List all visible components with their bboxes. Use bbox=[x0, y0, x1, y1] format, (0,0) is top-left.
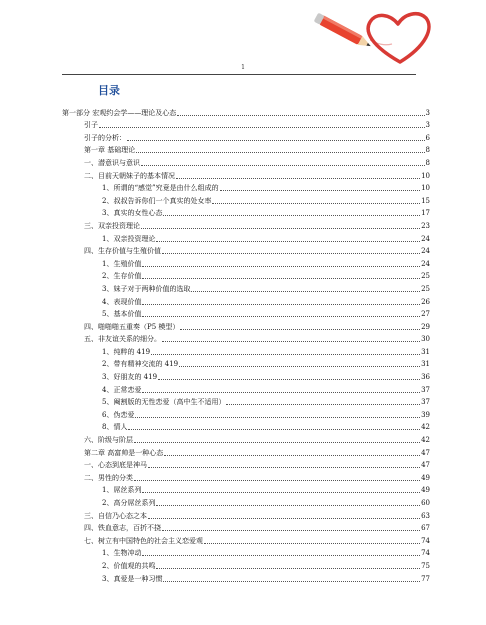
toc-entry-page: 3 bbox=[425, 121, 430, 130]
toc-entry[interactable] bbox=[62, 482, 430, 495]
toc-dot-leader bbox=[142, 555, 420, 556]
toc-entry[interactable] bbox=[62, 129, 430, 142]
toc-entry[interactable] bbox=[62, 532, 430, 545]
toc-entry[interactable] bbox=[62, 255, 430, 268]
toc-entry-page: 6 bbox=[425, 133, 430, 142]
toc-entry-title: 4、正常恋爱 bbox=[102, 385, 142, 394]
toc-entry-title: 1、纯粹的 419 bbox=[102, 347, 151, 356]
toc-entry-page: 17 bbox=[421, 209, 430, 218]
toc-entry-title: 3、真实的女性心态 bbox=[102, 209, 163, 218]
toc-title: 目录 bbox=[98, 84, 120, 97]
toc-entry-page: 29 bbox=[421, 322, 430, 331]
toc-entry-title: 2、高分屌丝系列 bbox=[102, 499, 156, 507]
toc-dot-leader bbox=[142, 278, 420, 279]
toc-dot-leader bbox=[162, 253, 420, 254]
toc-dot-leader bbox=[142, 316, 420, 317]
toc-entry-title: 一、潜意识与意识 bbox=[84, 158, 140, 167]
toc-entry[interactable] bbox=[62, 167, 430, 180]
toc-entry-page: 15 bbox=[421, 196, 430, 205]
toc-dot-leader bbox=[142, 492, 420, 493]
toc-dot-leader bbox=[179, 366, 420, 367]
toc-entry-page: 67 bbox=[421, 524, 430, 533]
toc-dot-leader bbox=[135, 417, 420, 418]
toc-entry[interactable] bbox=[62, 356, 430, 369]
toc-dot-leader bbox=[191, 291, 420, 292]
toc-dot-leader bbox=[220, 190, 420, 191]
toc-entry-title: 三、自信乃心态之本 bbox=[84, 511, 147, 520]
toc-entry[interactable] bbox=[62, 570, 430, 583]
toc-entry-page: 47 bbox=[421, 461, 430, 470]
toc-entry[interactable] bbox=[62, 431, 430, 444]
table-of-contents bbox=[62, 104, 430, 583]
toc-entry-page: 8 bbox=[425, 146, 430, 155]
toc-entry[interactable] bbox=[62, 117, 430, 130]
toc-entry-page: 30 bbox=[421, 335, 430, 344]
toc-entry-title: 1、屌丝系列 bbox=[102, 486, 142, 495]
toc-dot-leader bbox=[212, 203, 420, 204]
toc-entry-title: 5、阉割版的无性恋爱（高中生不适用） bbox=[102, 398, 226, 407]
toc-entry-title: 4、表现价值 bbox=[102, 297, 142, 306]
toc-entry-title: 2、价值观的共鸣 bbox=[102, 561, 156, 570]
toc-dot-leader bbox=[162, 341, 420, 342]
toc-entry-page: 10 bbox=[421, 184, 430, 193]
toc-entry-page: 37 bbox=[421, 398, 430, 407]
toc-dot-leader bbox=[180, 329, 420, 330]
toc-entry-page: 10 bbox=[421, 171, 430, 180]
toc-entry-title: 二、男性的分类 bbox=[84, 473, 133, 482]
toc-entry-page: 42 bbox=[421, 436, 430, 445]
toc-entry-page: 77 bbox=[421, 574, 430, 583]
toc-entry[interactable] bbox=[62, 318, 430, 331]
toc-entry-page: 24 bbox=[421, 234, 430, 243]
toc-entry-page: 60 bbox=[421, 499, 430, 507]
toc-entry-title: 三、双亲投资理论 bbox=[84, 221, 140, 230]
toc-entry-page: 63 bbox=[421, 511, 430, 520]
toc-entry[interactable] bbox=[62, 293, 430, 306]
toc-entry-title: 二、目前天朝妹子的基本情况 bbox=[84, 171, 175, 180]
toc-entry[interactable] bbox=[62, 180, 430, 193]
toc-entry-title: 3、好朋友的 419 bbox=[102, 373, 158, 382]
heart-pencil-logo bbox=[312, 8, 436, 66]
toc-entry-title: 第一章 基础理论 bbox=[84, 146, 136, 155]
toc-entry-page: 23 bbox=[421, 221, 430, 230]
toc-entry[interactable] bbox=[62, 406, 430, 419]
toc-entry-title: 七、树立有中国特色的社会主义恋爱观 bbox=[84, 536, 203, 545]
toc-entry[interactable] bbox=[62, 381, 430, 394]
toc-dot-leader bbox=[142, 266, 420, 267]
toc-entry[interactable] bbox=[62, 343, 430, 356]
toc-dot-leader bbox=[163, 215, 420, 216]
toc-entry-title: 2、生存价值 bbox=[102, 272, 142, 281]
toc-entry[interactable] bbox=[62, 368, 430, 381]
toc-entry-title: 五、非友谊关系的细分。 bbox=[84, 335, 161, 344]
toc-dot-leader bbox=[134, 442, 420, 443]
toc-entry[interactable] bbox=[62, 444, 430, 457]
toc-dot-leader bbox=[128, 429, 420, 430]
toc-dot-leader bbox=[148, 518, 420, 519]
toc-entry-page: 37 bbox=[421, 385, 430, 394]
page-number: 1 bbox=[241, 64, 245, 71]
toc-entry[interactable] bbox=[62, 104, 430, 117]
toc-entry-page: 74 bbox=[421, 536, 430, 545]
toc-dot-leader bbox=[141, 165, 425, 166]
toc-entry-page: 24 bbox=[421, 259, 430, 268]
toc-entry-page: 49 bbox=[421, 473, 430, 482]
toc-entry-page: 39 bbox=[421, 410, 430, 419]
toc-entry[interactable] bbox=[62, 154, 430, 167]
toc-entry-page: 74 bbox=[421, 549, 430, 558]
toc-entry-title: 3、妹子对于两种价值的选取 bbox=[102, 284, 191, 293]
toc-dot-leader bbox=[204, 543, 420, 544]
toc-entry-page: 75 bbox=[421, 561, 430, 570]
toc-entry[interactable] bbox=[62, 419, 430, 432]
toc-dot-leader bbox=[141, 228, 420, 229]
toc-entry-title: 引子 bbox=[84, 121, 98, 130]
toc-entry-page: 25 bbox=[421, 284, 430, 293]
toc-entry[interactable] bbox=[62, 520, 430, 533]
toc-dot-leader bbox=[142, 304, 420, 305]
toc-dot-leader bbox=[162, 530, 420, 531]
toc-entry-title: 2、叔叔告诉你们一个真实的处女率 bbox=[102, 196, 212, 205]
toc-dot-leader bbox=[156, 505, 420, 506]
toc-dot-leader bbox=[226, 404, 420, 405]
toc-dot-leader bbox=[176, 178, 420, 179]
toc-entry[interactable] bbox=[62, 494, 430, 507]
toc-entry-page: 25 bbox=[421, 272, 430, 281]
toc-entry-title: 1、生物冲动 bbox=[102, 549, 142, 558]
toc-dot-leader bbox=[158, 379, 420, 380]
toc-entry[interactable] bbox=[62, 507, 430, 520]
toc-entry-title: 3、真爱是一种习惯 bbox=[102, 574, 163, 583]
toc-entry-page: 27 bbox=[421, 310, 430, 319]
toc-entry-page: 49 bbox=[421, 486, 430, 495]
toc-entry[interactable] bbox=[62, 469, 430, 482]
toc-entry-title: 第二章 高富帅是一种心态 bbox=[84, 448, 164, 457]
toc-entry[interactable] bbox=[62, 192, 430, 205]
toc-entry-page: 3 bbox=[425, 108, 430, 117]
toc-entry-page: 31 bbox=[421, 347, 430, 356]
toc-entry-page: 24 bbox=[421, 247, 430, 256]
toc-entry[interactable] bbox=[62, 142, 430, 155]
toc-entry[interactable] bbox=[62, 243, 430, 256]
toc-entry-title: 六、阶级与阶层 bbox=[84, 436, 133, 445]
toc-entry-title: 1、双亲投资理论 bbox=[102, 234, 156, 243]
toc-dot-leader bbox=[156, 568, 420, 569]
toc-entry-title: 四、生存价值与生殖价值 bbox=[84, 247, 161, 256]
toc-entry[interactable] bbox=[62, 457, 430, 470]
toc-entry-title: 1、所谓的“感觉”究竟是由什么组成的 bbox=[102, 184, 219, 193]
toc-dot-leader bbox=[99, 127, 425, 128]
toc-entry-title: 2、带有精神交流的 419 bbox=[102, 360, 179, 369]
toc-entry[interactable] bbox=[62, 217, 430, 230]
toc-dot-leader bbox=[142, 392, 420, 393]
toc-entry-title: 6、伪恋爱 bbox=[102, 410, 135, 419]
toc-entry-title: 8、情人 bbox=[102, 423, 128, 432]
toc-entry[interactable] bbox=[62, 394, 430, 407]
toc-entry-title: 1、生殖价值 bbox=[102, 259, 142, 268]
pencil-icon bbox=[314, 13, 373, 51]
toc-entry[interactable] bbox=[62, 557, 430, 570]
toc-dot-leader bbox=[148, 467, 420, 468]
toc-entry[interactable] bbox=[62, 306, 430, 319]
toc-dot-leader bbox=[163, 581, 420, 582]
toc-entry-title: 引子的分析： bbox=[84, 133, 126, 142]
toc-entry-page: 47 bbox=[421, 448, 430, 457]
toc-entry-title: 四、铁血意志，百折不挠 bbox=[84, 524, 161, 533]
toc-dot-leader bbox=[151, 354, 420, 355]
heart-outline-icon bbox=[368, 14, 429, 62]
toc-entry[interactable] bbox=[62, 268, 430, 281]
toc-entry-page: 31 bbox=[421, 360, 430, 369]
toc-dot-leader bbox=[156, 241, 420, 242]
toc-entry-title: 四、啪啪啪五重奏（P5 模型） bbox=[84, 322, 180, 331]
toc-dot-leader bbox=[164, 455, 420, 456]
header-rule bbox=[62, 74, 416, 75]
toc-entry[interactable] bbox=[62, 331, 430, 344]
toc-entry[interactable] bbox=[62, 230, 430, 243]
toc-entry-title: 第一部分 宏观约会学——理论及心态 bbox=[62, 108, 177, 117]
toc-entry-page: 26 bbox=[421, 297, 430, 306]
toc-entry[interactable] bbox=[62, 280, 430, 293]
toc-entry-page: 8 bbox=[425, 158, 430, 167]
toc-entry-title: 5、基本价值 bbox=[102, 310, 142, 319]
toc-entry-page: 36 bbox=[421, 373, 430, 382]
toc-entry-title: 一、心态到底是神马 bbox=[84, 461, 147, 470]
toc-entry[interactable] bbox=[62, 545, 430, 558]
toc-dot-leader bbox=[134, 480, 420, 481]
toc-entry[interactable] bbox=[62, 205, 430, 218]
toc-entry-page: 42 bbox=[421, 423, 430, 432]
toc-dot-leader bbox=[136, 152, 424, 153]
toc-dot-leader bbox=[127, 140, 425, 141]
toc-dot-leader bbox=[177, 115, 424, 116]
